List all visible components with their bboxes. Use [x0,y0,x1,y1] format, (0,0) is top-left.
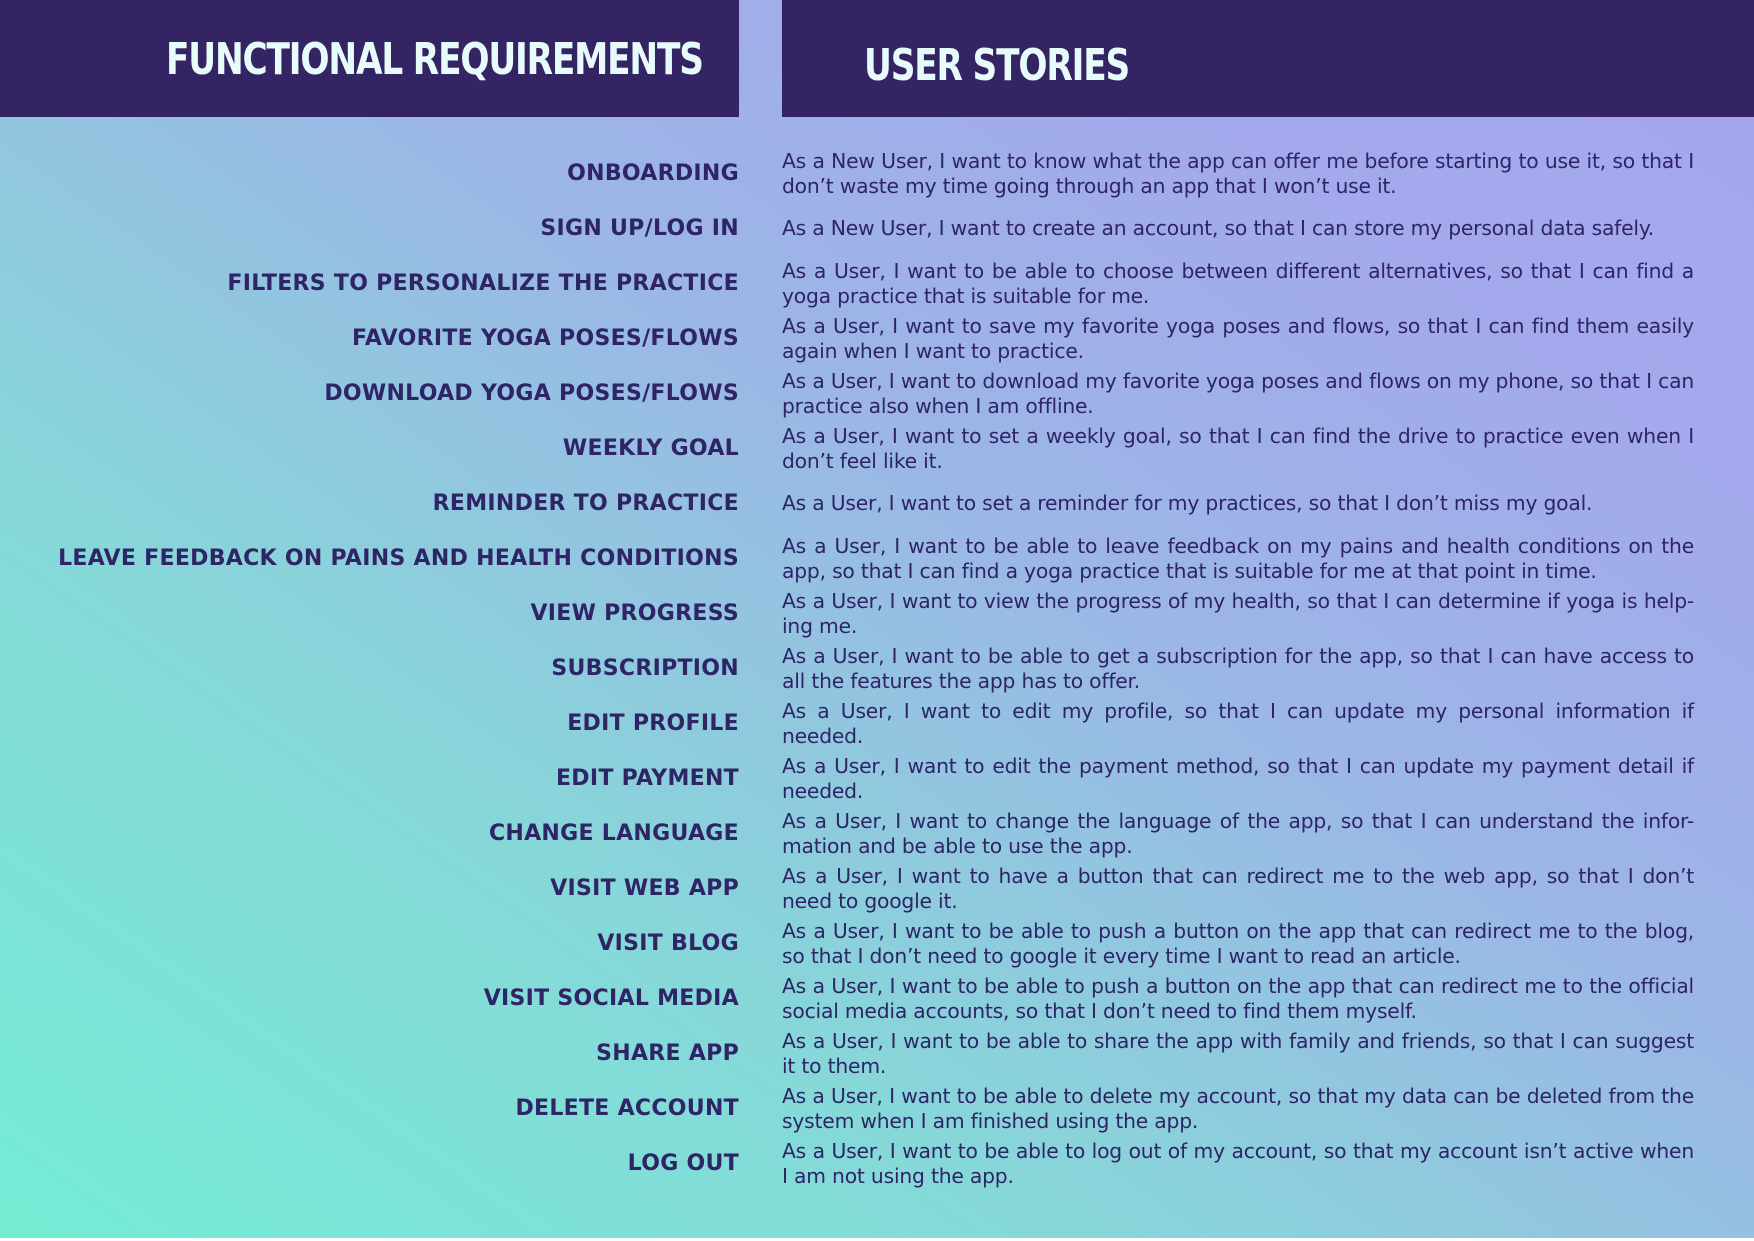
requirement-label: SIGN UP/LOG IN [540,216,739,241]
user-story-text [782,751,1694,806]
user-story-text-content: As a User, I want to be able to get a subscription for the app, so that I can have access to all the features the app has to offer. [782,643,1694,693]
requirement-label: WEEKLY GOAL [562,436,739,461]
requirement-label: REMINDER TO PRACTICE [432,491,739,516]
requirement-label: SHARE APP [596,1041,739,1066]
table-row [0,751,1754,806]
requirement-label: VISIT WEB APP [550,876,739,901]
user-story-text [782,806,1694,861]
user-story-text-content: As a User, I want to set a weekly goal, so that I can find the drive to practice even when I don’t feel like it. [782,423,1694,473]
requirement-label: SUBSCRIPTION [551,656,739,681]
user-story-text [782,256,1694,311]
user-story-text-content: As a User, I want to be able to share the app with family and friends, so that I can suggest it to them. [782,1028,1694,1078]
user-story-text-content: As a User, I want to be able to log out of my account, so that my account isn’t active when I am not using the app. [782,1138,1694,1188]
table-row [0,256,1754,311]
requirement-label: FAVORITE YOGA POSES/FLOWS [352,326,739,351]
user-story-text-content: As a User, I want to change the language of the app, so that I can understand the infor-mation and be able to use the app. [782,808,1694,858]
requirement-label: VIEW PROGRESS [530,601,739,626]
functional-requirements-title: FUNCTIONAL REQUIREMENTS [166,34,703,85]
user-story-text [782,421,1694,476]
table-row [0,916,1754,971]
user-story-text-content: As a User, I want to view the progress of my health, so that I can determine if yoga is help-ing me. [782,588,1694,638]
user-story-text-content: As a User, I want to download my favorite yoga poses and flows on my phone, so that I can practice also when I am offline. [782,368,1694,418]
user-story-text [782,586,1694,641]
user-story-text-content: As a User, I want to be able to leave feedback on my pains and health conditions on the app, so that I can find a yoga practice that is suitable for me at that point in time. [782,533,1694,583]
table-row [0,421,1754,476]
user-story-text-content: As a User, I want to edit my profile, so that I can update my personal information if needed. [782,698,1694,748]
user-story-text-content: As a User, I want to have a button that can redirect me to the web app, so that I don’t need to google it. [782,863,1694,913]
user-story-text [782,201,1694,256]
requirement-label: VISIT SOCIAL MEDIA [483,986,739,1011]
user-story-text-content: As a User, I want to save my favorite yoga poses and flows, so that I can find them easily again when I want to practice. [782,313,1694,363]
requirement-label: DELETE ACCOUNT [515,1096,739,1121]
user-story-text-content: As a New User, I want to create an account, so that I can store my personal data safely. [782,216,1654,240]
user-story-text [782,476,1694,531]
requirement-label: LEAVE FEEDBACK ON PAINS AND HEALTH CONDITIONS [58,546,739,571]
table-row [0,971,1754,1026]
user-story-text [782,696,1694,751]
user-story-text [782,861,1694,916]
user-story-text [782,1026,1694,1081]
user-story-text [782,146,1694,201]
user-story-text [782,1081,1694,1136]
table-row [0,1081,1754,1136]
table-row [0,586,1754,641]
requirement-label: FILTERS TO PERSONALIZE THE PRACTICE [227,271,739,296]
requirement-label: VISIT BLOG [597,931,739,956]
table-row [0,476,1754,531]
table-row [0,311,1754,366]
user-story-text [782,1136,1694,1191]
requirement-label: DOWNLOAD YOGA POSES/FLOWS [324,381,739,406]
user-story-text-content: As a User, I want to edit the payment method, so that I can update my payment detail if needed. [782,753,1694,803]
user-story-text-content: As a User, I want to be able to push a button on the app that can redirect me to the blog, so that I don’t need to google it every time I want to read an article. [782,918,1694,968]
user-story-text [782,366,1694,421]
user-story-text [782,531,1694,586]
table-row [0,696,1754,751]
table-row [0,201,1754,256]
table-row [0,1136,1754,1191]
user-story-text [782,916,1694,971]
table-row [0,641,1754,696]
user-story-text-content: As a User, I want to be able to choose between different alternatives, so that I can find a yoga practice that is suitable for me. [782,258,1694,308]
user-story-text [782,641,1694,696]
table-row [0,531,1754,586]
table-row [0,806,1754,861]
table-row [0,366,1754,421]
user-story-text-content: As a New User, I want to know what the app can offer me before starting to use it, so that I don’t waste my time going through an app that I won’t use it. [782,148,1694,198]
requirement-label: ONBOARDING [567,161,739,186]
user-story-text-content: As a User, I want to set a reminder for my practices, so that I don’t miss my goal. [782,491,1593,515]
user-story-text [782,311,1694,366]
requirement-label: EDIT PROFILE [567,711,739,736]
requirement-label: LOG OUT [627,1151,739,1176]
user-story-text-content: As a User, I want to be able to push a button on the app that can redirect me to the official social media accounts, so that I don’t need to find them myself. [782,973,1694,1023]
user-story-text-content: As a User, I want to be able to delete my account, so that my data can be deleted from the system when I am finished using the app. [782,1083,1694,1133]
table-row [0,146,1754,201]
table-row [0,1026,1754,1081]
requirement-label: CHANGE LANGUAGE [488,821,739,846]
requirements-table [0,146,1754,1191]
requirement-label: EDIT PAYMENT [555,766,739,791]
table-row [0,861,1754,916]
user-story-text [782,971,1694,1026]
user-stories-title: USER STORIES [864,40,1130,91]
